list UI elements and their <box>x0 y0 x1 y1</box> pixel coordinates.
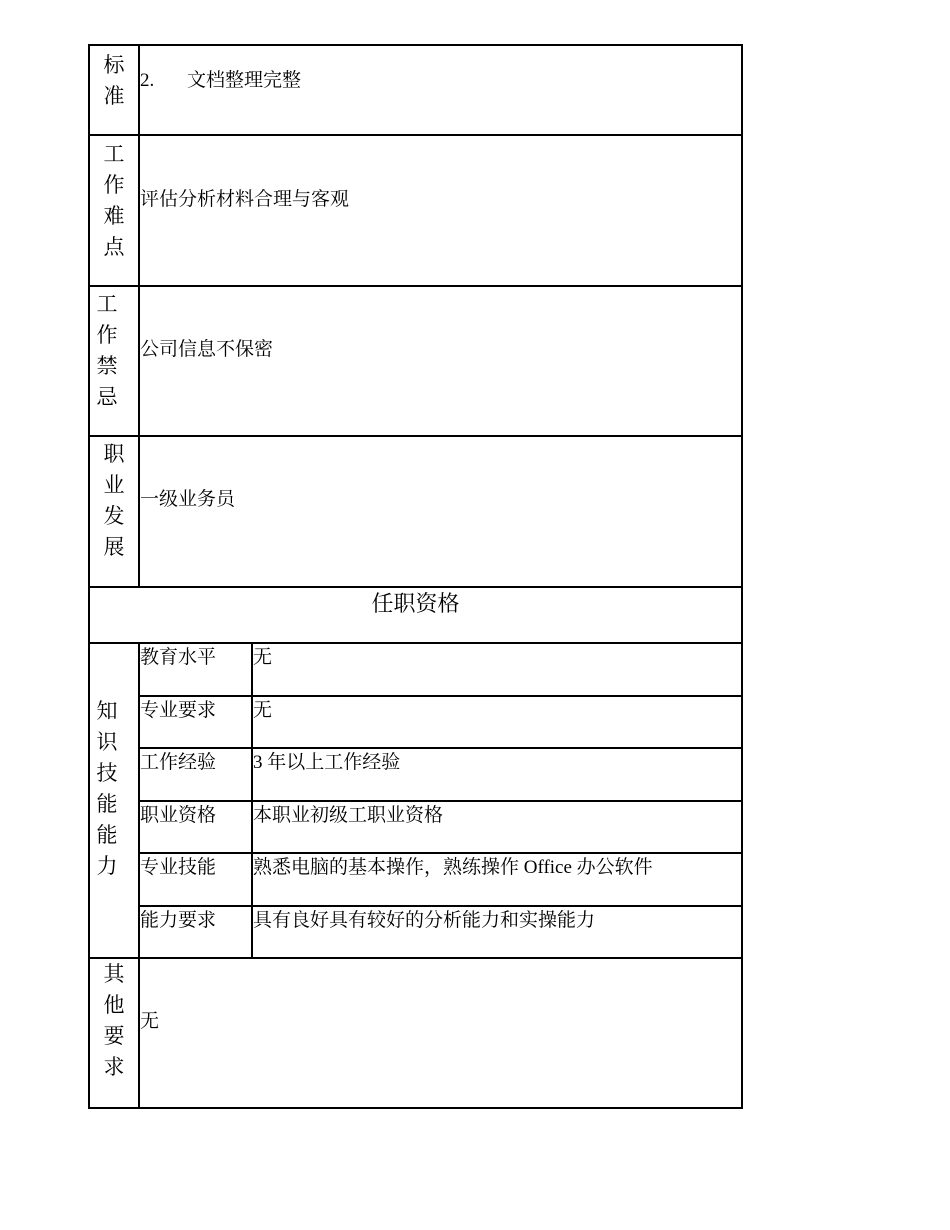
knowledge-value: 本职业初级工职业资格 <box>253 805 444 826</box>
difficulty-text: 评估分析材料合理与客观 <box>140 189 350 210</box>
knowledge-key: 教育水平 <box>140 647 217 668</box>
label-standard: 标 准 <box>103 53 125 108</box>
knowledge-value: 具有良好具有较好的分析能力和实操能力 <box>253 910 596 931</box>
label-difficulty: 工 作 难 点 <box>103 142 125 259</box>
label-career: 职 业 发 展 <box>103 442 125 559</box>
taboo-text: 公司信息不保密 <box>140 339 274 360</box>
knowledge-key: 职业资格 <box>140 805 217 826</box>
job-description-table <box>88 44 743 1109</box>
standard-number: 2. <box>140 70 155 91</box>
knowledge-key: 专业要求 <box>140 700 217 721</box>
career-text: 一级业务员 <box>140 489 236 510</box>
knowledge-value: 3 年以上工作经验 <box>253 752 401 773</box>
qualification-title: 任职资格 <box>371 591 460 616</box>
knowledge-key: 专业技能 <box>140 857 217 878</box>
label-taboo: 工 作 禁 忌 <box>96 292 118 409</box>
label-knowledge: 知 识 技 能 能 力 <box>96 699 118 878</box>
standard-text: 文档整理完整 <box>187 70 302 91</box>
knowledge-value: 无 <box>253 647 273 668</box>
knowledge-key: 工作经验 <box>140 752 217 773</box>
knowledge-key: 能力要求 <box>140 910 217 931</box>
knowledge-value: 熟悉电脑的基本操作，熟练操作 Office 办公软件 <box>253 857 653 878</box>
label-other: 其 他 要 求 <box>103 962 125 1079</box>
knowledge-value: 无 <box>253 700 273 721</box>
other-text: 无 <box>140 1011 160 1032</box>
